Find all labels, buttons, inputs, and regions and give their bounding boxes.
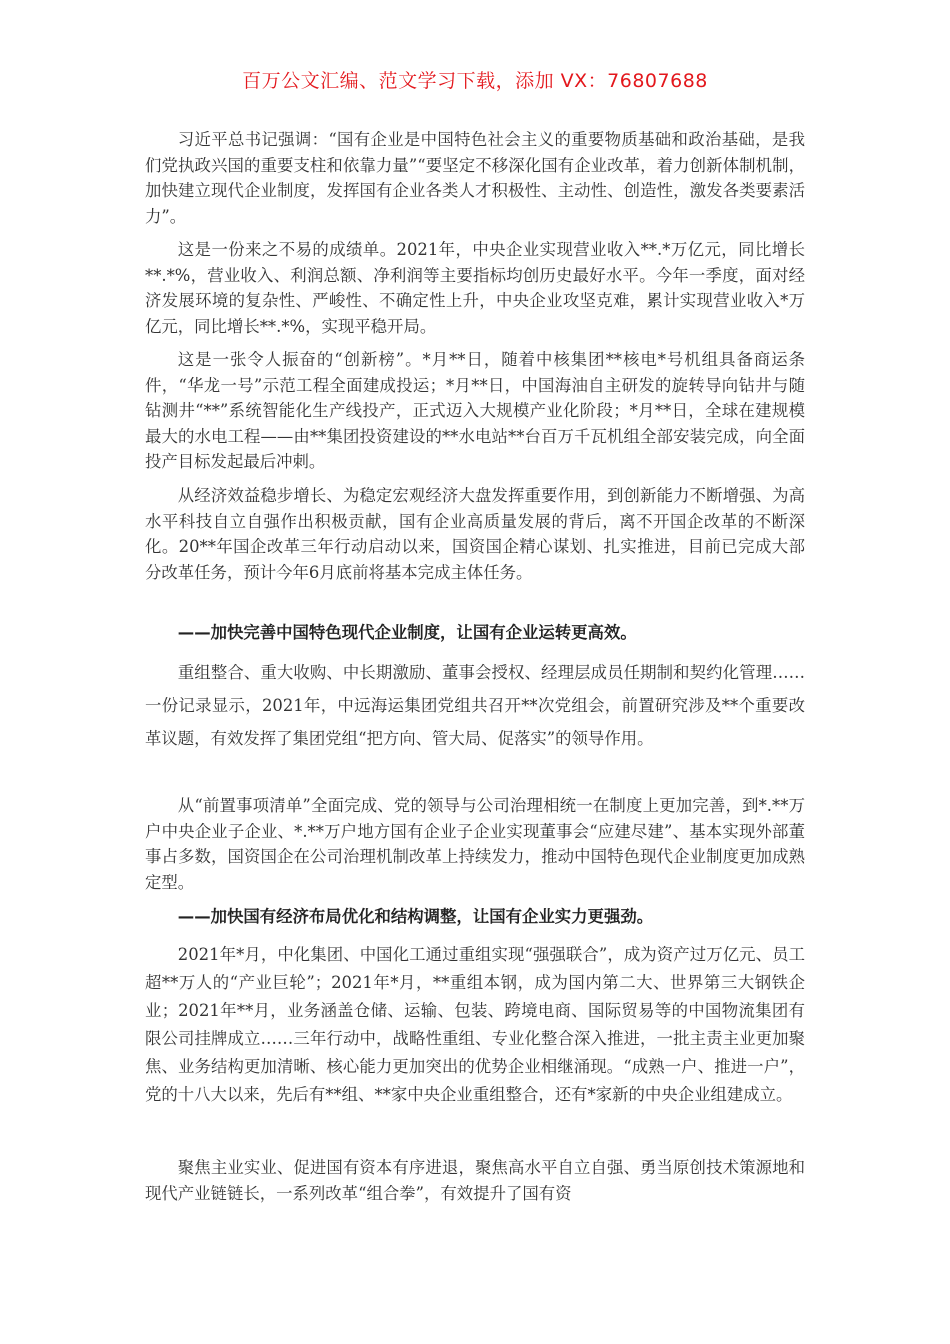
paragraph-6 <box>145 793 805 895</box>
section-heading-1 <box>145 620 805 646</box>
paragraph-text: 习近平总书记强调：“国有企业是中国特色社会主义的重要物质基础和政治基础，是我们党执政兴国的重要支柱和依靠力量”“要坚定不移深化国有企业改革，着力创新体制机制，加快建立现代企业制度，发挥国有企业各类人才积极性、主动性、创造性，激发各类要素活力”。 <box>145 130 805 226</box>
paragraph-2 <box>145 237 805 339</box>
paragraph-text: 这是一张令人振奋的“创新榜”。*月**日，随着中核集团**核电*号机组具备商运条件，“华龙一号”示范工程全面建成投运；*月**日，中国海油自主研发的旋转导向钻井与随钻测井“**”系统智能化生产线投产，正式迈入大规模产业化阶段；*月**日，全球在建规模最大的水电工程——由**集团投资建设的**水电站**台百万千瓦机组全部安装完成，向全面投产目标发起最后冲刺。 <box>145 350 805 471</box>
paragraph-7 <box>145 941 805 1109</box>
paragraph-3 <box>145 347 805 475</box>
paragraph-text: 这是一份来之不易的成绩单。2021年，中央企业实现营业收入**.*万亿元，同比增长**.*%，营业收入、利润总额、净利润等主要指标均创历史最好水平。今年一季度，面对经济发展环境的复杂性、严峻性、不确定性上升，中央企业攻坚克难，累计实现营业收入*万亿元，同比增长**.*%，实现平稳开局。 <box>145 240 805 336</box>
paragraph-4 <box>145 483 805 585</box>
paragraph-8 <box>145 1155 805 1206</box>
paragraph-5 <box>145 656 805 755</box>
paragraph-text: 重组整合、重大收购、中长期激励、董事会授权、经理层成员任期制和契约化管理……一份记录显示，2021年，中远海运集团党组共召开**次党组会，前置研究涉及**个重要改革议题，有效发挥了集团党组“把方向、管大局、促落实”的领导作用。 <box>145 663 805 748</box>
paragraph-text: 聚焦主业实业、促进国有资本有序进退，聚焦高水平自立自强、勇当原创技术策源地和现代产业链链长，一系列改革“组合拳”，有效提升了国有资 <box>145 1158 805 1203</box>
heading-text: ——加快完善中国特色现代企业制度，让国有企业运转更高效。 <box>177 623 637 642</box>
section-heading-2 <box>145 904 805 930</box>
paragraph-text: 从经济效益稳步增长、为稳定宏观经济大盘发挥重要作用，到创新能力不断增强、为高水平科技自立自强作出积极贡献，国有企业高质量发展的背后，离不开国企改革的不断深化。20**年国企改革三年行动启动以来，国资国企精心谋划、扎实推进，目前已完成大部分改革任务，预计今年6月底前将基本完成主体任务。 <box>145 486 805 582</box>
promo-banner: 百万公文汇编、范文学习下载，添加 VX：76807688 <box>242 70 708 92</box>
heading-text: ——加快国有经济布局优化和结构调整，让国有企业实力更强劲。 <box>177 907 654 926</box>
paragraph-text: 2021年*月，中化集团、中国化工通过重组实现“强强联合”，成为资产过万亿元、员工超**万人的“产业巨轮”；2021年*月，**重组本钢，成为国内第二大、世界第三大钢铁企业；2021年**月，业务涵盖仓储、运输、包装、跨境电商、国际贸易等的中国物流集团有限公司挂牌成立……三年行动中，战略性重组、专业化整合深入推进，一批主责主业更加聚焦、业务结构更加清晰、核心能力更加突出的优势企业相继涌现。“成熟一户、推进一户”，党的十八大以来，先后有**组、**家中央企业重组整合，还有*家新的中央企业组建成立。 <box>145 945 805 1104</box>
paragraph-text: 从“前置事项清单”全面完成、党的领导与公司治理相统一在制度上更加完善，到*.**万户中央企业子企业、*.**万户地方国有企业子企业实现董事会“应建尽建”、基本实现外部董事占多数，国资国企在公司治理机制改革上持续发力，推动中国特色现代企业制度更加成熟定型。 <box>145 796 805 892</box>
paragraph-1 <box>145 127 805 229</box>
